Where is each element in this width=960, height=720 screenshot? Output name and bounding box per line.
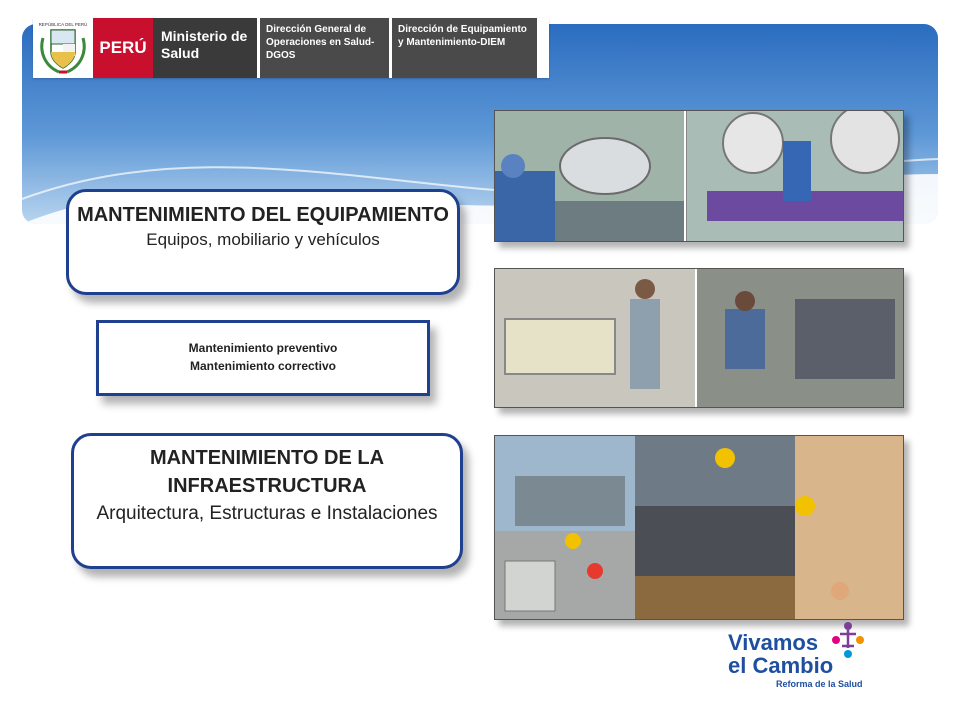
directorate-dgos-label: Dirección General de Operaciones en Salud-DGOS [257, 18, 389, 78]
logo-line1: Vivamos [728, 630, 819, 655]
crest-text: REPÚBLICA DEL PERÚ [38, 22, 88, 27]
equipment-maintenance-subtitle: Equipos, mobiliario y vehículos [146, 230, 380, 249]
infrastructure-maintenance-subtitle: Arquitectura, Estructuras e Instalaciones [96, 503, 438, 524]
logo-tagline: Reforma de la Salud [776, 679, 863, 689]
logo-line2: el Cambio [728, 653, 834, 678]
peru-label: PERÚ [93, 18, 153, 78]
equipment-maintenance-box [66, 189, 460, 295]
cross-people-icon [832, 622, 864, 658]
ministry-header [33, 18, 549, 78]
infrastructure-maintenance-box [71, 433, 463, 569]
hospital-bed-maintenance-photo [494, 268, 904, 408]
ministry-label: Ministerio de Salud [153, 18, 257, 78]
vivamos-el-cambio-logo [728, 618, 878, 693]
preventive-maintenance-label: Mantenimiento preventivo [188, 341, 338, 355]
coat-of-arms-icon [33, 18, 93, 78]
infrastructure-maintenance-title: MANTENIMIENTO DE LA INFRAESTRUCTURA [149, 447, 385, 497]
equipment-maintenance-title: MANTENIMIENTO DEL EQUIPAMIENTO [77, 204, 449, 226]
corrective-maintenance-label: Mantenimiento correctivo [189, 359, 337, 373]
maintenance-types-box [96, 320, 430, 396]
surgical-lamp-maintenance-photo [494, 110, 904, 242]
directorate-diem-label: Dirección de Equipamiento y Mantenimiento-DIEM [389, 18, 537, 78]
infrastructure-maintenance-photo-collage [494, 435, 904, 620]
